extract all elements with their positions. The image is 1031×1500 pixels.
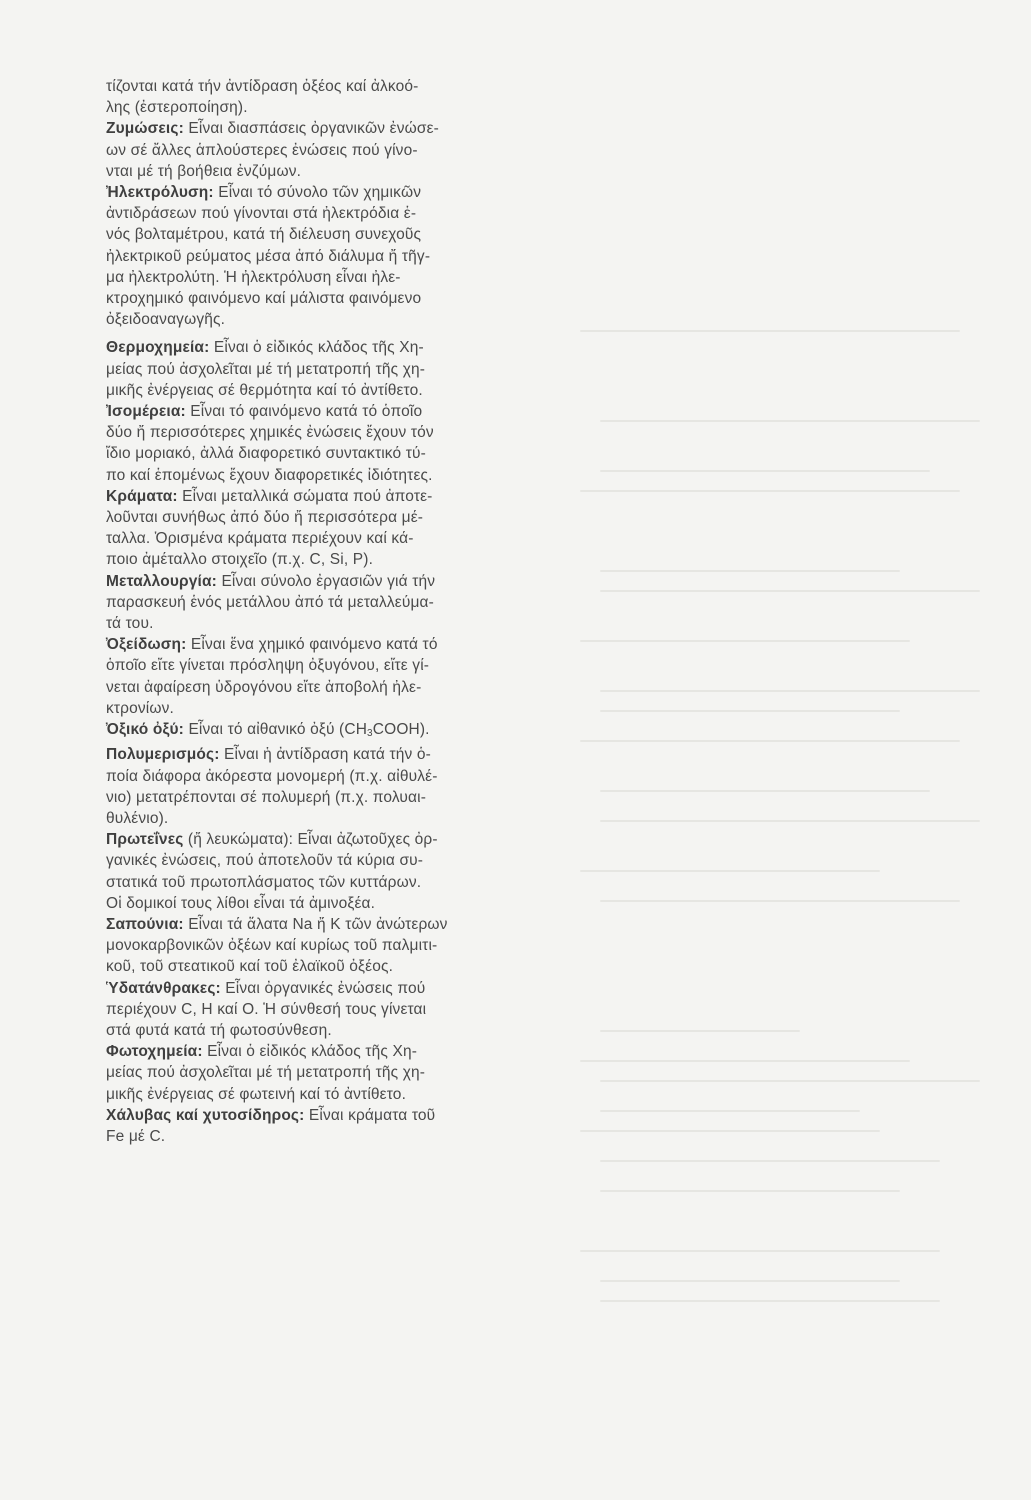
glossary-term: Φωτοχημεία: [106,1043,203,1061]
bleed-through-line [580,740,960,742]
bleed-through-line [600,710,900,712]
glossary-entry-fotochimeia: Φωτοχημεία: Εἶναι ὁ εἰδικός κλάδος τῆς Χη- μείας πού ἀσχολεῖται μέ τή μετατροπή τῆς χη- μικῆς ἐνέργειας σέ φωτεινή καί τό ἀντίθετο. [106,1043,426,1103]
glossary-term: Κράματα: [106,487,178,505]
glossary-entry-chalyvas: Χάλυβας καί χυτοσίδηρος: Εἶναι κράματα τοῦ Fe μέ C. [106,1106,436,1145]
bleed-through-line [580,870,880,872]
bleed-through-line [600,1110,860,1112]
glossary-entry-sapounia: Σαπούνια: Εἶναι τά ἅλατα Na ἤ K τῶν ἀνώτερων μονοκαρβονικῶν ὀξέων καί κυρίως τοῦ παλμιτι- κοῦ, τοῦ στεατικοῦ καί τοῦ ἐλαϊκοῦ ὀξέος. [106,915,448,976]
glossary-entry-thermochimeia: Θερμοχημεία: Εἶναι ὁ εἰδικός κλάδος τῆς Χη- μείας πού ἀσχολεῖται μέ τή μετατροπή τῆς χη- μικῆς ἐνέργειας σέ θερμότητα καί τό ἀντίθετο. [106,339,426,399]
glossary-term: Ἠλεκτρόλυση: [106,184,214,202]
glossary-entry-metallourgia: Μεταλλουργία: Εἶναι σύνολο ἐργασιῶν γιά τήν παρασκευή ἑνός μετάλλου ἀπό τά μεταλλεύμα- τά του. [106,572,436,633]
glossary-term: Σαπούνια: [106,915,184,933]
bleed-through-line [600,1160,940,1162]
glossary-entry-kramata: Κράματα: Εἶναι μεταλλικά σώματα πού ἀποτε- λοῦνται συνήθως ἀπό δύο ἤ περισσότερα μέ- ταλλα. Ὁρισμένα κράματα περιέχουν καί κά- ποιο ἀμέταλλο στοιχεῖο (π.χ. C, Si, P). [106,487,433,569]
glossary-entry-isomereia: Ἰσομέρεια: Εἶναι τό φαινόμενο κατά τό ὁποῖο δύο ἤ περισσότερες χημικές ἐνώσεις ἔχουν τόν ἴδιο μοριακό, ἀλλά διαφορετικό συντακτικό τύ- πο καί ἑπομένως ἔχουν διαφορετικές ἰδιότητες. [106,403,434,484]
bleed-through-line [580,330,960,332]
subscript-3: 3 [367,728,373,740]
glossary-entry-esterification-continued: τίζονται κατά τήν ἀντίδραση ὀξέος καί ἀλκοό- λης (ἐστεροποίηση). [106,78,419,117]
bleed-through-line [580,490,960,492]
bleed-through-line [600,690,980,692]
bleed-through-line [600,570,900,572]
bleed-through-line [600,900,960,902]
glossary-entry-ydatanthrakes: Ὑδατάνθρακες: Εἶναι ὀργανικές ἐνώσεις πού περιέχουν C, H καί O. Ἡ σύνθεσή τους γίνεται στά φυτά κατά τή φωτοσύνθεση. [106,979,427,1039]
bleed-through-line [600,420,980,422]
bleed-through-line [580,1130,880,1132]
glossary-term: Ὀξείδωση: [106,636,187,654]
bleed-through-line [580,1250,940,1252]
glossary-term: Ὑδατάνθρακες: [106,979,221,997]
glossary-entry-proteines: Πρωτεΐνες (ἤ λευκώματα): Εἶναι ἀζωτοῦχες ὀρ- γανικές ἐνώσεις, πού ἀποτελοῦν τά κύρια συ- στατικά τοῦ πρωτοπλάσματος τῶν κυττάρων. Οἱ δομικοί τους λίθοι εἶναι τά ἀμινοξέα. [106,831,438,912]
bleed-through-line [600,790,930,792]
glossary-entry-ilektrolysi: Ἠλεκτρόλυση: Εἶναι τό σύνολο τῶν χημικῶν ἀντιδράσεων πού γίνονται στά ἠλεκτρόδια ἑ- νός βολταμέτρου, κατά τή διέλευση συνεχοῦς ἠλεκτρικοῦ ρεύματος μέσα ἀπό διάλυμα ἤ τῆγ- μα ἠλεκτρολύτη. Ἡ ἠλεκτρόλυση εἶναι ἠλε- κτροχημικό φαινόμενο καί μάλιστα φαινόμενο ὀξειδοαναγωγῆς. [106,184,431,329]
glossary-entry-oxiko-oxy: Ὀξικό ὀξύ: Εἶναι τό αἰθανικό ὀξύ $(CH_3COOH)$. [106,721,430,740]
glossary-column [106,76,584,1147]
glossary-term: Ἰσομέρεια: [106,403,186,421]
glossary-entry-oxeidosi: Ὀξείδωση: Εἶναι ἕνα χημικό φαινόμενο κατά τό ὁποῖο εἴτε γίνεται πρόσληψη ὀξυγόνου, εἴτε γί- νεται ἀφαίρεση ὑδρογόνου εἴτε ἀποβολή ἠλε- κτρονίων. [106,636,438,717]
bleed-through-line [600,820,980,822]
bleed-through-line [580,640,910,642]
bleed-through-line [600,470,930,472]
bleed-through-line [600,1030,800,1032]
glossary-term: Πρωτεΐνες [106,831,184,849]
bleed-through-line [600,1280,900,1282]
bleed-through-line [580,1060,910,1062]
bleed-through-background [560,300,1000,1420]
glossary-term: Ὀξικό ὀξύ: [106,721,184,739]
glossary-term: Θερμοχημεία: [106,339,210,357]
bleed-through-line [600,1190,900,1192]
bleed-through-line [600,1080,980,1082]
glossary-term: Ζυμώσεις: [106,120,184,138]
bleed-through-line [600,1300,940,1302]
bleed-through-line [600,590,980,592]
glossary-term: Πολυμερισμός: [106,746,220,764]
glossary-term: Χάλυβας καί χυτοσίδηρος: [106,1106,305,1124]
glossary-entry-polymerismos: Πολυμερισμός: Εἶναι ἡ ἀντίδραση κατά τήν ὁ- ποία διάφορα ἀκόρεστα μονομερή (π.χ. αἰθυλέ- νιο) μετατρέπονται σέ πολυμερή (π.χ. πολυαι- θυλένιο). [106,746,438,827]
glossary-term: Μεταλλουργία: [106,572,217,590]
glossary-entry-zymoseis: Ζυμώσεις: Εἶναι διασπάσεις ὀργανικῶν ἐνώσε- ων σέ ἄλλες ἁπλούστερες ἐνώσεις πού γίνο- νται μέ τή βοήθεια ἐνζύμων. [106,120,439,180]
